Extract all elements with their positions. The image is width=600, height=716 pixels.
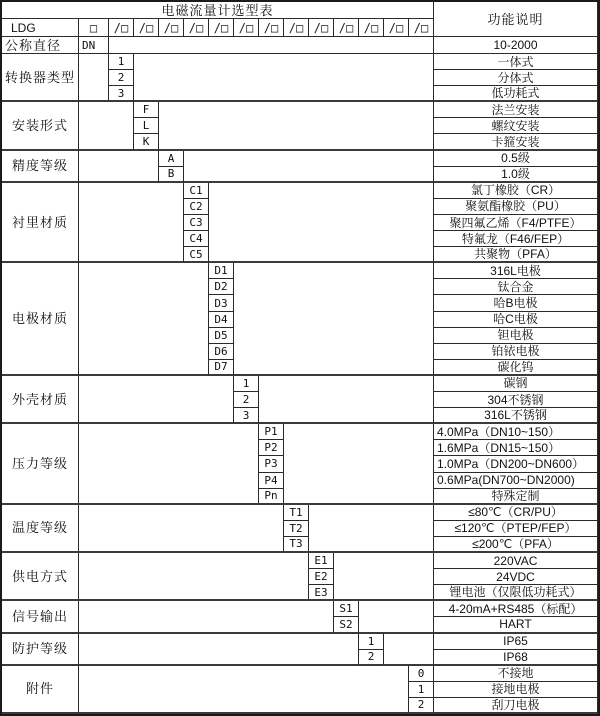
option-code-cell: T2 xyxy=(284,521,309,537)
category-label-5: 外壳材质 xyxy=(2,376,79,424)
dn-range-value: 10-2000 xyxy=(434,37,598,54)
option-desc-cell: IP65 xyxy=(434,634,598,650)
option-desc-cell: 碳钢 xyxy=(434,376,598,392)
dn-filler-cell xyxy=(109,37,434,54)
code-slot-cell: /□ xyxy=(334,19,359,37)
option-desc-cell: HART xyxy=(434,617,598,633)
option-desc-cell: 特殊定制 xyxy=(434,489,598,505)
option-desc-cell: 碳化钨 xyxy=(434,360,598,376)
code-slot-cell: /□ xyxy=(209,19,234,37)
option-code-cell: 0 xyxy=(409,666,434,682)
dn-code-cell: DN xyxy=(79,37,109,54)
option-code-cell: T3 xyxy=(284,537,309,553)
option-code-cell: 2 xyxy=(409,698,434,714)
left-filler-cell xyxy=(79,102,134,150)
model-prefix-label: LDG xyxy=(2,19,79,37)
code-slot-cell: /□ xyxy=(109,19,134,37)
option-desc-cell: 钽电极 xyxy=(434,328,598,344)
code-slot-cell: /□ xyxy=(259,19,284,37)
option-desc-cell: 法兰安装 xyxy=(434,102,598,118)
option-code-cell: D5 xyxy=(209,328,234,344)
option-code-cell: 3 xyxy=(109,86,134,102)
right-filler-cell xyxy=(134,54,434,102)
option-desc-cell: 不接地 xyxy=(434,666,598,682)
code-slot-cell: /□ xyxy=(384,19,409,37)
right-filler-cell xyxy=(234,263,434,376)
option-code-cell: T1 xyxy=(284,505,309,521)
option-code-cell: P2 xyxy=(259,440,284,456)
code-box-cell: □ xyxy=(79,19,109,37)
code-slot-cell: /□ xyxy=(234,19,259,37)
option-desc-cell: 1.6MPa（DN15~150） xyxy=(434,440,598,456)
right-filler-cell xyxy=(384,634,434,666)
option-code-cell: S1 xyxy=(334,601,359,617)
category-label-0: 转换器类型 xyxy=(2,54,79,102)
code-slot-cell: /□ xyxy=(184,19,209,37)
option-code-cell: P3 xyxy=(259,456,284,472)
left-filler-cell xyxy=(79,151,159,183)
option-desc-cell: 铂铱电极 xyxy=(434,344,598,360)
option-code-cell: 2 xyxy=(359,650,384,666)
option-code-cell: 2 xyxy=(109,70,134,86)
option-desc-cell: 卡箍安装 xyxy=(434,134,598,150)
option-desc-cell: 0.5级 xyxy=(434,151,598,167)
option-desc-cell: 哈B电极 xyxy=(434,295,598,311)
option-code-cell: B xyxy=(159,167,184,183)
option-desc-cell: 4.0MPa（DN10~150） xyxy=(434,424,598,440)
left-filler-cell xyxy=(79,424,259,504)
option-desc-cell: 316L不锈钢 xyxy=(434,408,598,424)
right-filler-cell xyxy=(159,102,434,150)
right-filler-cell xyxy=(284,424,434,504)
code-slot-cell: /□ xyxy=(359,19,384,37)
option-desc-cell: IP68 xyxy=(434,650,598,666)
option-desc-cell: 聚氨酯橡胶（PU） xyxy=(434,199,598,215)
option-code-cell: K xyxy=(134,134,159,150)
option-code-cell: 3 xyxy=(234,408,259,424)
option-desc-cell: 1.0级 xyxy=(434,167,598,183)
option-desc-cell: 低功耗式 xyxy=(434,86,598,102)
option-code-cell: E1 xyxy=(309,553,334,569)
category-label-4: 电极材质 xyxy=(2,263,79,376)
option-desc-cell: 锂电池（仅限低功耗式） xyxy=(434,585,598,601)
right-filler-cell xyxy=(209,183,434,264)
left-filler-cell xyxy=(79,505,284,553)
option-desc-cell: 4-20mA+RS485（标配） xyxy=(434,601,598,617)
option-code-cell: P4 xyxy=(259,473,284,489)
category-label-8: 供电方式 xyxy=(2,553,79,601)
option-code-cell: C5 xyxy=(184,247,209,263)
option-desc-cell: 304不锈钢 xyxy=(434,392,598,408)
option-desc-cell: 一体式 xyxy=(434,54,598,70)
option-desc-cell: ≤120℃（PTEP/FEP） xyxy=(434,521,598,537)
left-filler-cell xyxy=(79,54,109,102)
option-desc-cell: 螺纹安装 xyxy=(434,118,598,134)
option-desc-cell: 刮刀电极 xyxy=(434,698,598,714)
left-filler-cell xyxy=(79,183,184,264)
option-code-cell: D7 xyxy=(209,360,234,376)
option-desc-cell: 共聚物（PFA） xyxy=(434,247,598,263)
left-filler-cell xyxy=(79,376,234,424)
code-slot-cell: /□ xyxy=(409,19,434,37)
option-code-cell: 1 xyxy=(234,376,259,392)
left-filler-cell xyxy=(79,666,409,714)
option-desc-cell: ≤200℃（PFA） xyxy=(434,537,598,553)
category-label-7: 温度等级 xyxy=(2,505,79,553)
category-label-9: 信号输出 xyxy=(2,601,79,633)
option-desc-cell: 316L电极 xyxy=(434,263,598,279)
code-slot-cell: /□ xyxy=(309,19,334,37)
option-code-cell: S2 xyxy=(334,617,359,633)
option-code-cell: 2 xyxy=(234,392,259,408)
option-desc-cell: 特氟龙（F46/FEP） xyxy=(434,231,598,247)
right-filler-cell xyxy=(309,505,434,553)
table-title: 电磁流量计选型表 xyxy=(2,2,434,19)
right-filler-cell xyxy=(184,151,434,183)
option-code-cell: D1 xyxy=(209,263,234,279)
option-code-cell: F xyxy=(134,102,159,118)
category-label-10: 防护等级 xyxy=(2,634,79,666)
right-filler-cell xyxy=(334,553,434,601)
option-code-cell: L xyxy=(134,118,159,134)
option-code-cell: P1 xyxy=(259,424,284,440)
option-desc-cell: 1.0MPa（DN200~DN600） xyxy=(434,456,598,472)
option-code-cell: C1 xyxy=(184,183,209,199)
option-desc-cell: ≤80℃（CR/PU） xyxy=(434,505,598,521)
option-code-cell: 1 xyxy=(109,54,134,70)
category-label-1: 安装形式 xyxy=(2,102,79,150)
left-filler-cell xyxy=(79,601,334,633)
right-filler-cell xyxy=(359,601,434,633)
option-code-cell: 1 xyxy=(409,682,434,698)
option-desc-cell: 哈C电极 xyxy=(434,312,598,328)
dn-row-label: 公称直径 xyxy=(2,37,79,54)
left-filler-cell xyxy=(79,263,209,376)
category-label-3: 衬里材质 xyxy=(2,183,79,264)
function-column-header: 功能说明 xyxy=(434,2,598,37)
category-label-2: 精度等级 xyxy=(2,151,79,183)
option-code-cell: D3 xyxy=(209,295,234,311)
code-slot-cell: /□ xyxy=(159,19,184,37)
option-desc-cell: 24VDC xyxy=(434,569,598,585)
right-filler-cell xyxy=(259,376,434,424)
option-desc-cell: 接地电极 xyxy=(434,682,598,698)
option-code-cell: D2 xyxy=(209,279,234,295)
left-filler-cell xyxy=(79,553,309,601)
option-code-cell: 1 xyxy=(359,634,384,650)
option-code-cell: E2 xyxy=(309,569,334,585)
option-desc-cell: 220VAC xyxy=(434,553,598,569)
code-slot-cell: /□ xyxy=(134,19,159,37)
option-code-cell: E3 xyxy=(309,585,334,601)
option-desc-cell: 氯丁橡胶（CR） xyxy=(434,183,598,199)
option-desc-cell: 钛合金 xyxy=(434,279,598,295)
left-filler-cell xyxy=(79,634,359,666)
option-code-cell: A xyxy=(159,151,184,167)
option-desc-cell: 分体式 xyxy=(434,70,598,86)
option-desc-cell: 0.6MPa(DN700~DN2000) xyxy=(434,473,598,489)
option-code-cell: C3 xyxy=(184,215,209,231)
category-label-11: 附件 xyxy=(2,666,79,714)
option-code-cell: D6 xyxy=(209,344,234,360)
code-slot-cell: /□ xyxy=(284,19,309,37)
option-code-cell: D4 xyxy=(209,312,234,328)
option-desc-cell: 聚四氟乙烯（F4/PTFE） xyxy=(434,215,598,231)
category-label-6: 压力等级 xyxy=(2,424,79,504)
option-code-cell: C4 xyxy=(184,231,209,247)
option-code-cell: C2 xyxy=(184,199,209,215)
option-code-cell: Pn xyxy=(259,489,284,505)
